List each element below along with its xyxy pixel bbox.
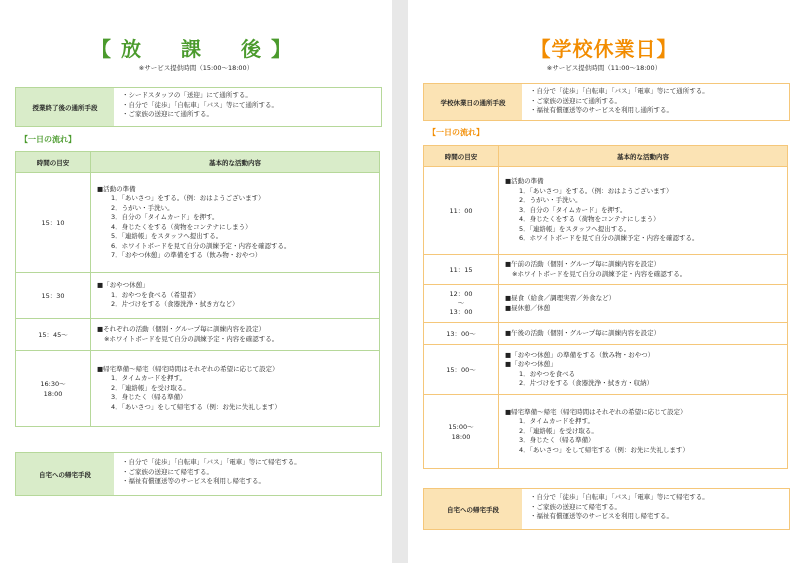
page-after-school <box>0 0 392 563</box>
row-time: 12：00 〜 13：00 <box>424 285 499 323</box>
line: ■午後の活動（個別・グループ毎に訓練内容を設定） <box>505 328 661 337</box>
row-content <box>91 273 380 319</box>
row-time: 15：30 <box>16 273 91 319</box>
row-time: 16:30〜 18:00 <box>16 351 91 427</box>
row-content <box>499 285 788 323</box>
table-header-row <box>16 152 380 173</box>
table-row <box>424 167 788 255</box>
table-row <box>424 323 788 345</box>
line: ■「おやつ休憩」 <box>97 281 149 290</box>
transport-out-lines <box>522 489 789 529</box>
line: ■昼食（給食／調理実習／外食など） <box>505 294 616 302</box>
line: ・シードスタッフの「送迎」にて通所する。 <box>122 91 252 99</box>
line: 2．片づけをする（食器洗浄・拭き方・収納） <box>519 379 654 387</box>
line: ■活動の準備 <box>97 184 136 193</box>
table-row <box>424 345 788 395</box>
line: 2．「連絡帳」を受け取る。 <box>111 383 190 392</box>
line: ・福祉有償運送等のサービスを利用し通所する。 <box>530 106 673 114</box>
line: ※ホワイトボードを見て自分の訓練予定・内容を確認する。 <box>512 269 687 278</box>
page-school-holiday <box>408 0 800 563</box>
table-row <box>16 173 380 273</box>
section-heading: 【一日の流れ】 <box>20 135 76 144</box>
line: 7．「おやつ休憩」の準備をする（飲み物・おやつ） <box>111 251 262 259</box>
line: ・自分で「徒歩」「自転車」「バス」「電車」等にて通所する。 <box>530 87 709 95</box>
section-heading: 【一日の流れ】 <box>428 128 484 137</box>
line: ・自分で「徒歩」「自転車」「バス」等にて通所する。 <box>122 100 278 109</box>
row-time: 11：15 <box>424 255 499 285</box>
transport-in-lines <box>114 88 381 126</box>
transport-out-box <box>423 488 790 530</box>
row-time: 13：00〜 <box>424 323 499 345</box>
line: ■帰宅準備〜帰宅（帰宅時間はそれぞれの希望に応じて設定） <box>505 407 687 416</box>
row-content <box>91 173 380 273</box>
line: ■午前の活動（個別・グループ毎に訓練内容を設定） <box>505 260 661 268</box>
table-row <box>16 273 380 319</box>
header-content: 基本的な活動内容 <box>91 152 380 173</box>
header-time: 時間の目安 <box>424 146 499 167</box>
line: 4．「あいさつ」をして帰宅する（例：お先に失礼します） <box>519 445 689 454</box>
schedule-table <box>423 145 788 469</box>
header-content: 基本的な活動内容 <box>499 146 788 167</box>
row-time: 15：00〜 <box>424 345 499 395</box>
line: ・福祉有償運送等のサービスを利用し帰宅する。 <box>122 477 265 485</box>
table-row <box>16 351 380 427</box>
line: ・自分で「徒歩」「自転車」「バス」「電車」等にて帰宅する。 <box>122 458 301 466</box>
line: 3．身じたく（帰る準備） <box>111 393 187 402</box>
transport-in-label: 授業終了後の通所手段 <box>16 88 114 126</box>
transport-in-box <box>423 83 790 121</box>
line: 6．ホワイトボードを見て自分の訓練予定・内容を確認する。 <box>519 234 699 243</box>
line: ■「おやつ休憩」 <box>505 360 557 368</box>
line: 2．「連絡帳」を受け取る。 <box>519 426 598 435</box>
line: 3．自分の「タイムカード」を押す。 <box>519 205 627 214</box>
row-time: 15:00〜 18:00 <box>424 395 499 469</box>
line: 1．「あいさつ」をする。（例：おはようございます） <box>111 194 265 202</box>
transport-in-label: 学校休業日の通所手段 <box>424 84 522 120</box>
row-time: 15：10 <box>16 173 91 273</box>
header-time: 時間の目安 <box>16 152 91 173</box>
line: 3．身じたく（帰る準備） <box>519 436 595 445</box>
row-time: 11：00 <box>424 167 499 255</box>
table-row <box>424 255 788 285</box>
line: 1．おやつを食べる <box>519 369 576 378</box>
line: 4．「あいさつ」をして帰宅する（例：お先に失礼します） <box>111 402 281 411</box>
transport-out-lines <box>114 453 381 495</box>
line: ・ご家族の送迎にて通所する。 <box>122 110 213 118</box>
line: ■活動の準備 <box>505 177 544 186</box>
row-content <box>499 323 788 345</box>
page-title: 【放 課 後】 <box>91 37 301 61</box>
row-content <box>499 255 788 285</box>
line: 1．「あいさつ」をする。（例：おはようございます） <box>519 186 673 195</box>
transport-out-box <box>15 452 382 496</box>
line: 1．おやつを食べる（希望者） <box>111 290 200 299</box>
transport-in-lines <box>522 84 789 120</box>
line: ・福祉有償運送等のサービスを利用し帰宅する。 <box>530 512 673 520</box>
row-content <box>91 351 380 427</box>
table-row <box>424 395 788 469</box>
transport-out-label: 自宅への帰宅手段 <box>16 453 114 495</box>
line: 2．うがい・手洗い。 <box>519 196 582 205</box>
line: ・ご家族の送迎にて帰宅する。 <box>530 502 621 511</box>
transport-out-label: 自宅への帰宅手段 <box>424 489 522 529</box>
row-time: 15：45〜 <box>16 319 91 351</box>
page-title: 【学校休業日】 <box>530 37 678 61</box>
line: ■「おやつ休憩」の準備をする（飲み物・おやつ） <box>505 350 655 359</box>
line: ※ホワイトボードを見て自分の訓練予定・内容を確認する。 <box>104 334 279 343</box>
line: 5．「連絡帳」をスタッフへ提出する。 <box>111 232 223 240</box>
table-row <box>424 285 788 323</box>
line: 1．タイムカードを押す。 <box>111 374 186 383</box>
line: 4．身じたくをする（荷物をコンテナにしまう） <box>111 222 252 231</box>
row-content <box>499 395 788 469</box>
row-content <box>499 167 788 255</box>
line: 1．タイムカードを押す。 <box>519 417 594 426</box>
row-content <box>91 319 380 351</box>
row-content <box>499 345 788 395</box>
table-row <box>16 319 380 351</box>
service-hours: ※サービス提供時間（11:00〜18:00） <box>546 64 662 72</box>
line: 5．「連絡帳」をスタッフへ提出する。 <box>519 224 631 233</box>
line: ・自分で「徒歩」「自転車」「バス」「電車」等にて帰宅する。 <box>530 493 709 501</box>
line: 3．自分の「タイムカード」を押す。 <box>111 213 219 221</box>
line: ・ご家族の送迎にて通所する。 <box>530 96 621 105</box>
table-header-row <box>424 146 788 167</box>
schedule-table <box>15 151 380 427</box>
line: ・ご家族の送迎にて帰宅する。 <box>122 467 213 476</box>
line: 6．ホワイトボードを見て自分の訓練予定・内容を確認する。 <box>111 241 291 250</box>
line: 2．うがい・手洗い。 <box>111 203 174 212</box>
service-hours: ※サービス提供時間（15:00〜18:00） <box>138 64 254 72</box>
line: ■昼休憩／休憩 <box>505 303 551 312</box>
transport-in-box <box>15 87 382 127</box>
line: 4．身じたくをする（荷物をコンテナにしまう） <box>519 215 660 224</box>
line: ■帰宅準備〜帰宅（帰宅時間はそれぞれの希望に応じて設定） <box>97 364 279 373</box>
line: ■それぞれの活動（個別・グループ毎に訓練内容を設定） <box>97 325 266 333</box>
line: 2．片づけをする（食器洗浄・拭き方など） <box>111 300 239 309</box>
